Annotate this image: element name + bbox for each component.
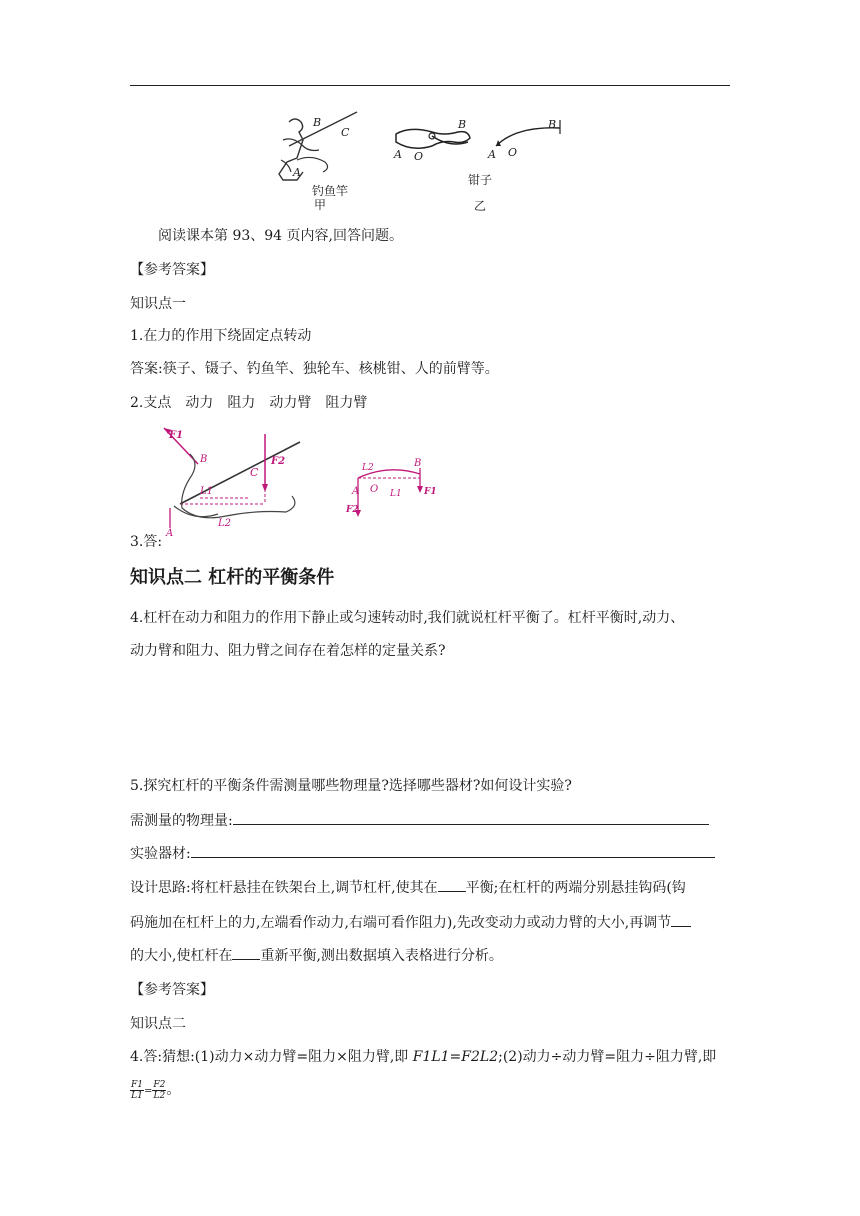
design-line-3 — [130, 945, 503, 966]
lever-ans-label-o: O — [370, 484, 379, 495]
question-4-line-1: 4.杠杆在动力和阻力的作用下静止或匀速转动时,我们就说杠杆平衡了。杠杆平衡时,动力、 — [130, 610, 685, 626]
design-text-line-2: 码施加在杠杆上的力,左端看作动力,右端可看作阻力),先改变动力或动力臂的大小,再调节 — [130, 915, 672, 931]
kp1-title: 知识点一 — [130, 296, 186, 312]
fishing-rod-sub: 甲 — [313, 198, 326, 212]
answer-4-line-2: $\frac{F1}{L1}$ = $\frac{F2}{L2}$ 。 — [131, 1079, 181, 1101]
rod-ans-label-f1: F1 — [169, 430, 184, 441]
lever-label-o: O — [508, 146, 518, 159]
lever-ans-label-l1: L1 — [390, 489, 402, 499]
fishing-rod-caption: 钓鱼竿 — [311, 184, 348, 198]
rod-label-b: B — [313, 116, 322, 129]
answer-4-formula: F1L1=F2L2 — [412, 1049, 499, 1065]
answer-2: 2.支点 动力 阻力 动力臂 阻力臂 — [130, 395, 368, 411]
pliers-label-b: B — [458, 118, 467, 131]
question-4-line-2: 动力臂和阻力、阻力臂之间存在着怎样的定量关系? — [130, 643, 446, 659]
fraction-f1-over-l1 — [130, 1080, 144, 1101]
answer-4-end: 。 — [166, 1082, 181, 1098]
intro-text: 阅读课本第 93、94 页内容,回答问题。 — [158, 228, 403, 244]
answer-1-examples: 答案:筷子、镊子、钓鱼竿、独轮车、核桃钳、人的前臂等。 — [130, 361, 499, 377]
ref-answer-label-1: 【参考答案】 — [130, 262, 214, 278]
frac-f2: F2 — [153, 1079, 166, 1090]
q5-quantities-label: 需测量的物理量: — [130, 813, 233, 829]
adjust-quantity-blank[interactable] — [671, 912, 691, 927]
q5-quantities-row — [130, 810, 709, 831]
lever-label-b: B — [548, 118, 557, 131]
header-rule — [130, 85, 730, 86]
lever-answer-figure — [344, 456, 438, 518]
balance-position-blank[interactable] — [438, 877, 466, 892]
kp2-title: 知识点二 — [130, 1016, 186, 1032]
ref-answer-label-2: 【参考答案】 — [130, 982, 214, 998]
lever-ans-label-b: B — [414, 458, 422, 469]
pliers-label-a: A — [394, 148, 402, 161]
design-text-line-3-b: 的大小,使杠杆在 — [130, 948, 233, 964]
lever-ans-label-a: A — [352, 486, 360, 497]
pliers-caption: 钳子 — [467, 173, 492, 187]
rod-label-a: A — [293, 166, 301, 179]
answer-3: 3.答: — [130, 534, 163, 550]
frac-l2: L2 — [153, 1090, 166, 1101]
question-5: 5.探究杠杆的平衡条件需测量哪些物理量?选择哪些器材?如何设计实验? — [130, 778, 572, 794]
lever-diagram — [486, 114, 566, 160]
q5-equipment-label: 实验器材: — [130, 846, 191, 862]
section-heading-kp2: 知识点二 杠杆的平衡条件 — [130, 567, 335, 588]
answer-4-text-a: 4.答:猜想:(1)动力×动力臂=阻力×阻力臂,即 — [130, 1049, 409, 1065]
answer-4-text-b: ;(2)动力÷动力臂=阻力÷阻力臂,即 — [498, 1049, 717, 1065]
equipment-blank[interactable] — [191, 843, 715, 858]
design-line-1 — [130, 877, 686, 898]
q5-equipment-row — [130, 843, 715, 864]
answer-4-line-1 — [130, 1047, 716, 1067]
fraction-f2-over-l2 — [152, 1080, 166, 1101]
rebalance-position-blank[interactable] — [232, 945, 260, 960]
fishing-rod-figure — [275, 110, 365, 182]
design-text-b: 平衡;在杠杆的两端分别悬挂钩码(钩 — [465, 880, 686, 896]
answer-1: 1.在力的作用下绕固定点转动 — [130, 328, 312, 344]
lever-ans-label-l2: L2 — [362, 463, 374, 473]
frac-l1: L1 — [131, 1090, 143, 1101]
pliers-sub: 乙 — [473, 199, 486, 213]
pliers-label-o: O — [414, 150, 424, 163]
rod-answer-figure — [150, 424, 310, 540]
rod-ans-label-a: A — [166, 528, 174, 539]
quantities-blank[interactable] — [233, 810, 709, 825]
rod-ans-label-b: B — [200, 454, 208, 465]
lever-ans-label-f1: F1 — [424, 487, 437, 497]
pliers-figure — [392, 116, 482, 164]
rod-ans-label-l1: L1 — [200, 486, 214, 497]
design-text-line-3-c: 重新平衡,测出数据填入表格进行分析。 — [260, 948, 503, 964]
lever-ans-label-f2: F2 — [346, 505, 359, 515]
design-text-a: 设计思路:将杠杆悬挂在铁架台上,调节杠杆,使其在 — [130, 880, 438, 896]
rod-ans-label-c: C — [250, 466, 259, 479]
rod-ans-label-l2: L2 — [218, 518, 232, 529]
lever-label-a: A — [488, 148, 496, 160]
rod-label-c: C — [341, 126, 350, 139]
rod-ans-label-f2: F2 — [271, 456, 286, 467]
design-line-2 — [130, 912, 691, 933]
frac-f1: F1 — [131, 1079, 143, 1090]
